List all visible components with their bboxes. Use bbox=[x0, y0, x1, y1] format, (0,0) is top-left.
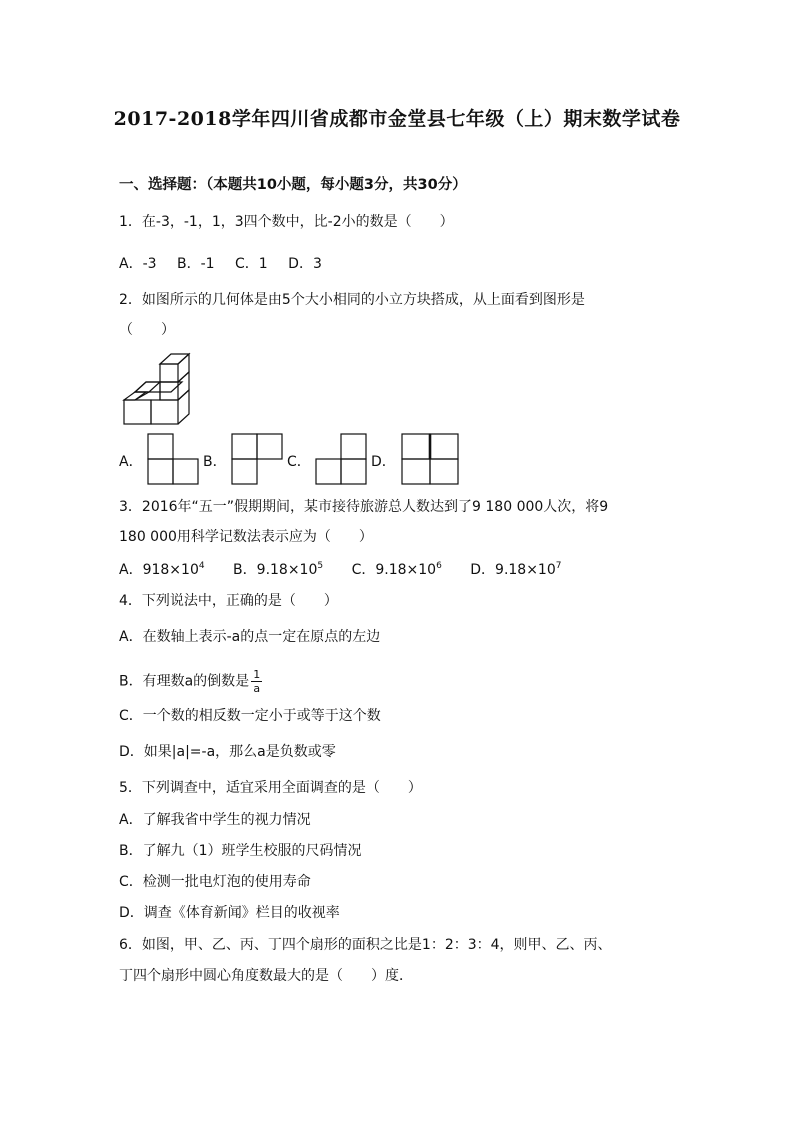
q2-label-b: B． bbox=[203, 454, 227, 470]
question-5-stem: 5．下列调查中，适宜采用全面调查的是（ ） bbox=[119, 780, 422, 796]
fraction-one-over-a: $\frac{1}{a}$ bbox=[253, 668, 261, 695]
q1-option-d: D．3 bbox=[288, 256, 322, 272]
section-heading: 一、选择题：（本题共10小题，每小题3分，共30分） bbox=[119, 177, 467, 193]
q2-option-c-figure bbox=[316, 434, 368, 486]
q4-option-d: D．如果|a|=-a，那么a是负数或零 bbox=[119, 744, 336, 760]
q1-option-b: B．-1 bbox=[177, 256, 215, 272]
question-1-stem: 1．在-3，-1，1，3四个数中，比-2小的数是（ ） bbox=[119, 214, 454, 230]
q2-label-a: A． bbox=[119, 454, 143, 470]
q2-option-b-figure bbox=[232, 434, 284, 486]
q2-option-d-figure bbox=[402, 434, 460, 486]
q5-option-a: A．了解我省中学生的视力情况 bbox=[119, 812, 311, 828]
q5-option-d: D．调查《体育新闻》栏目的收视率 bbox=[119, 905, 340, 921]
question-2-stem-line1: 2．如图所示的几何体是由5个大小相同的小立方块搭成，从上面看到图形是 bbox=[119, 292, 585, 308]
q4-option-b: B．有理数a的倒数是 $\frac{1}{a}$ bbox=[119, 668, 261, 695]
q5-option-c: C．检测一批电灯泡的使用寿命 bbox=[119, 874, 311, 890]
q1-option-c: C．1 bbox=[235, 256, 268, 272]
q5-option-b: B．了解九（1）班学生校服的尺码情况 bbox=[119, 843, 362, 859]
question-3-options bbox=[119, 560, 585, 580]
q2-label-d: D． bbox=[371, 454, 396, 470]
q3-option-d: D．$9.18\times 10^7$ bbox=[470, 561, 562, 578]
q3-option-b: B．$9.18\times 10^5$ bbox=[233, 561, 324, 578]
q4-option-a: A．在数轴上表示-a的点一定在原点的左边 bbox=[119, 629, 381, 645]
q4-option-c: C．一个数的相反数一定小于或等于这个数 bbox=[119, 708, 381, 724]
question-4-stem: 4．下列说法中，正确的是（ ） bbox=[119, 593, 338, 609]
question-6-stem-line2: 丁四个扇形中圆心角度数最大的是（ ）度． bbox=[119, 968, 413, 984]
question-3-stem-line1: 3．2016年“五一”假期期间，某市接待旅游总人数达到了9 180 000人次，将9 bbox=[119, 499, 609, 515]
q3-option-c: C．$9.18\times 10^6$ bbox=[351, 561, 442, 578]
exam-title: 2017-2018学年四川省成都市金堂县七年级（上）期末数学试卷 bbox=[113, 108, 681, 130]
cube-solid-figure bbox=[123, 352, 193, 427]
q3-option-a: A．$918\times 10^4$ bbox=[119, 561, 205, 578]
q2-label-c: C． bbox=[287, 454, 311, 470]
q2-option-a-figure bbox=[148, 434, 200, 486]
q1-option-a: A．-3 bbox=[119, 256, 157, 272]
question-3-stem-line2: 180 000用科学记数法表示应为（ ） bbox=[119, 529, 373, 545]
question-2-stem-line2: （ ） bbox=[119, 322, 175, 338]
question-6-stem-line1: 6．如图，甲、乙、丙、丁四个扇形的面积之比是1：2：3：4，则甲、乙、丙、 bbox=[119, 937, 612, 953]
question-1-options bbox=[119, 254, 338, 274]
